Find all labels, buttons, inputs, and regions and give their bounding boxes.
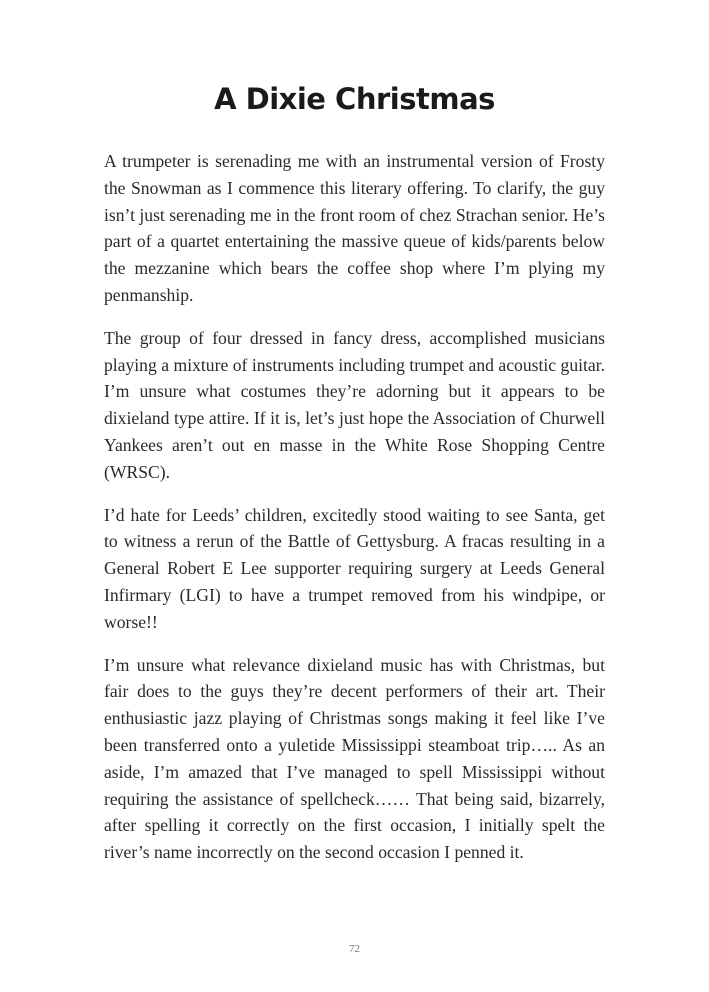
paragraph-1: A trumpeter is serenading me with an instrumental version of Frosty the Snowman as I commence this literary offering. To clarify, the guy isn’t just serenading me in the front room of chez Strachan senior. He’s part of a quartet entertaining the massive queue of kids/parents below the mezzanine which bears the coffee shop where I’m plying my penmanship. bbox=[104, 151, 605, 305]
chapter-body bbox=[104, 148, 605, 882]
chapter-title: A Dixie Christmas bbox=[214, 82, 495, 116]
page-number: 72 bbox=[349, 943, 360, 955]
paragraph-3: I’d hate for Leeds’ children, excitedly stood waiting to see Santa, get to witness a rerun of the Battle of Gettysburg. A fracas resulting in a General Robert E Lee supporter requiring surgery at Leeds General Infirmary (LGI) to have a trumpet removed from his windpipe, or worse!! bbox=[104, 504, 605, 632]
paragraph-2: The group of four dressed in fancy dress, accomplished musicians playing a mixture of instruments including trumpet and acoustic guitar. I’m unsure what costumes they’re adorning but it appears to be dixieland type attire. If it is, let’s just hope the Association of Churwell Yankees aren’t out en masse in the White Rose Shopping Centre (WRSC). bbox=[104, 327, 605, 482]
paragraph-4: I’m unsure what relevance dixieland music has with Christmas, but fair does to the guys they’re decent performers of their art. Their enthusiastic jazz playing of Christmas songs making it feel like I’ve been transferred onto a yuletide Mississippi steamboat trip….. As an aside, I’m amazed that I’ve managed to spell Mississippi without requiring the assistance of spellcheck…… That being said, bizarrely, after spelling it correctly on the first occasion, I initially spelt the river’s name incorrectly on the second occasion I penned it. bbox=[104, 654, 605, 863]
